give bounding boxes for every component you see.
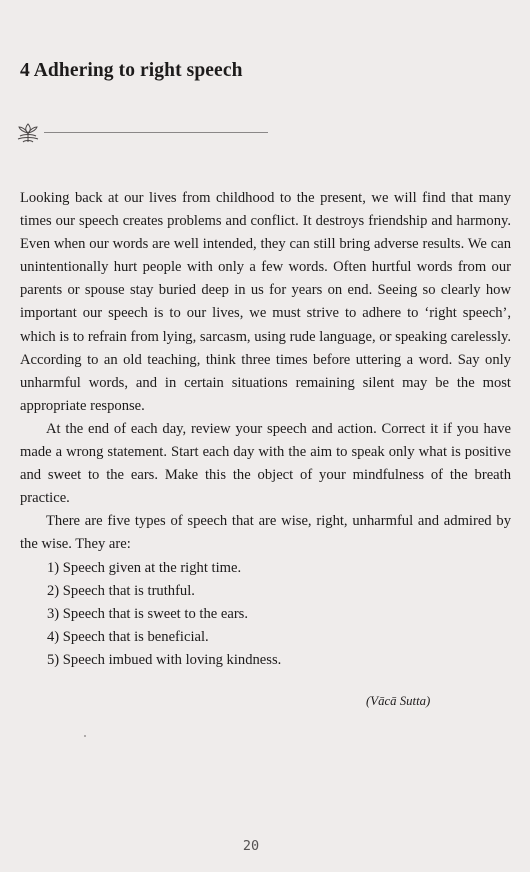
page-number: 20 (242, 838, 260, 854)
paragraph-2: At the end of each day, review your speech and action. Correct it if you have made a wrong statement. Start each day with the aim to speak only what is positive and sweet to the ears. Make this the object of your mindfulness of the breath practice. (20, 420, 511, 507)
paragraph-3: There are five types of speech that are wise, right, unharmful and admired by the wise. They are: (20, 513, 511, 553)
paper-speck (84, 735, 86, 737)
speech-types-list (20, 557, 511, 672)
citation: (Vācā Sutta) (366, 694, 431, 708)
title-rule (44, 132, 268, 133)
chapter-title: 4 Adhering to right speech (20, 60, 243, 81)
paragraph-1: Looking back at our lives from childhood to the present, we will find that many times our speech creates problems and conflict. It destroys friendship and harmony. Even when our words are well intended, they can still bring adverse results. We can unintentionally hurt people with only a few words. Often hurtful words from our parents or spouse stay buried deep in us for years on end. Seeing so clearly how important our speech is to our lives, we must strive to adhere to ‘right speech’, which is to refrain from lying, sarcasm, using rude language, or speaking carelessly. According to an old teaching, think three times before uttering a word. Say only unharmful words, and in certain situations remaining silent may be the most appropriate response. (20, 190, 511, 414)
list-item: 4) Speech that is beneficial. (47, 628, 209, 645)
list-item: 1) Speech given at the right time. (47, 559, 242, 576)
list-item: 5) Speech imbued with loving kindness. (47, 651, 282, 668)
body-text (20, 187, 511, 672)
list-item: 3) Speech that is sweet to the ears. (47, 605, 249, 622)
list-item: 2) Speech that is truthful. (47, 582, 195, 599)
lotus-ornament-icon (14, 118, 42, 146)
